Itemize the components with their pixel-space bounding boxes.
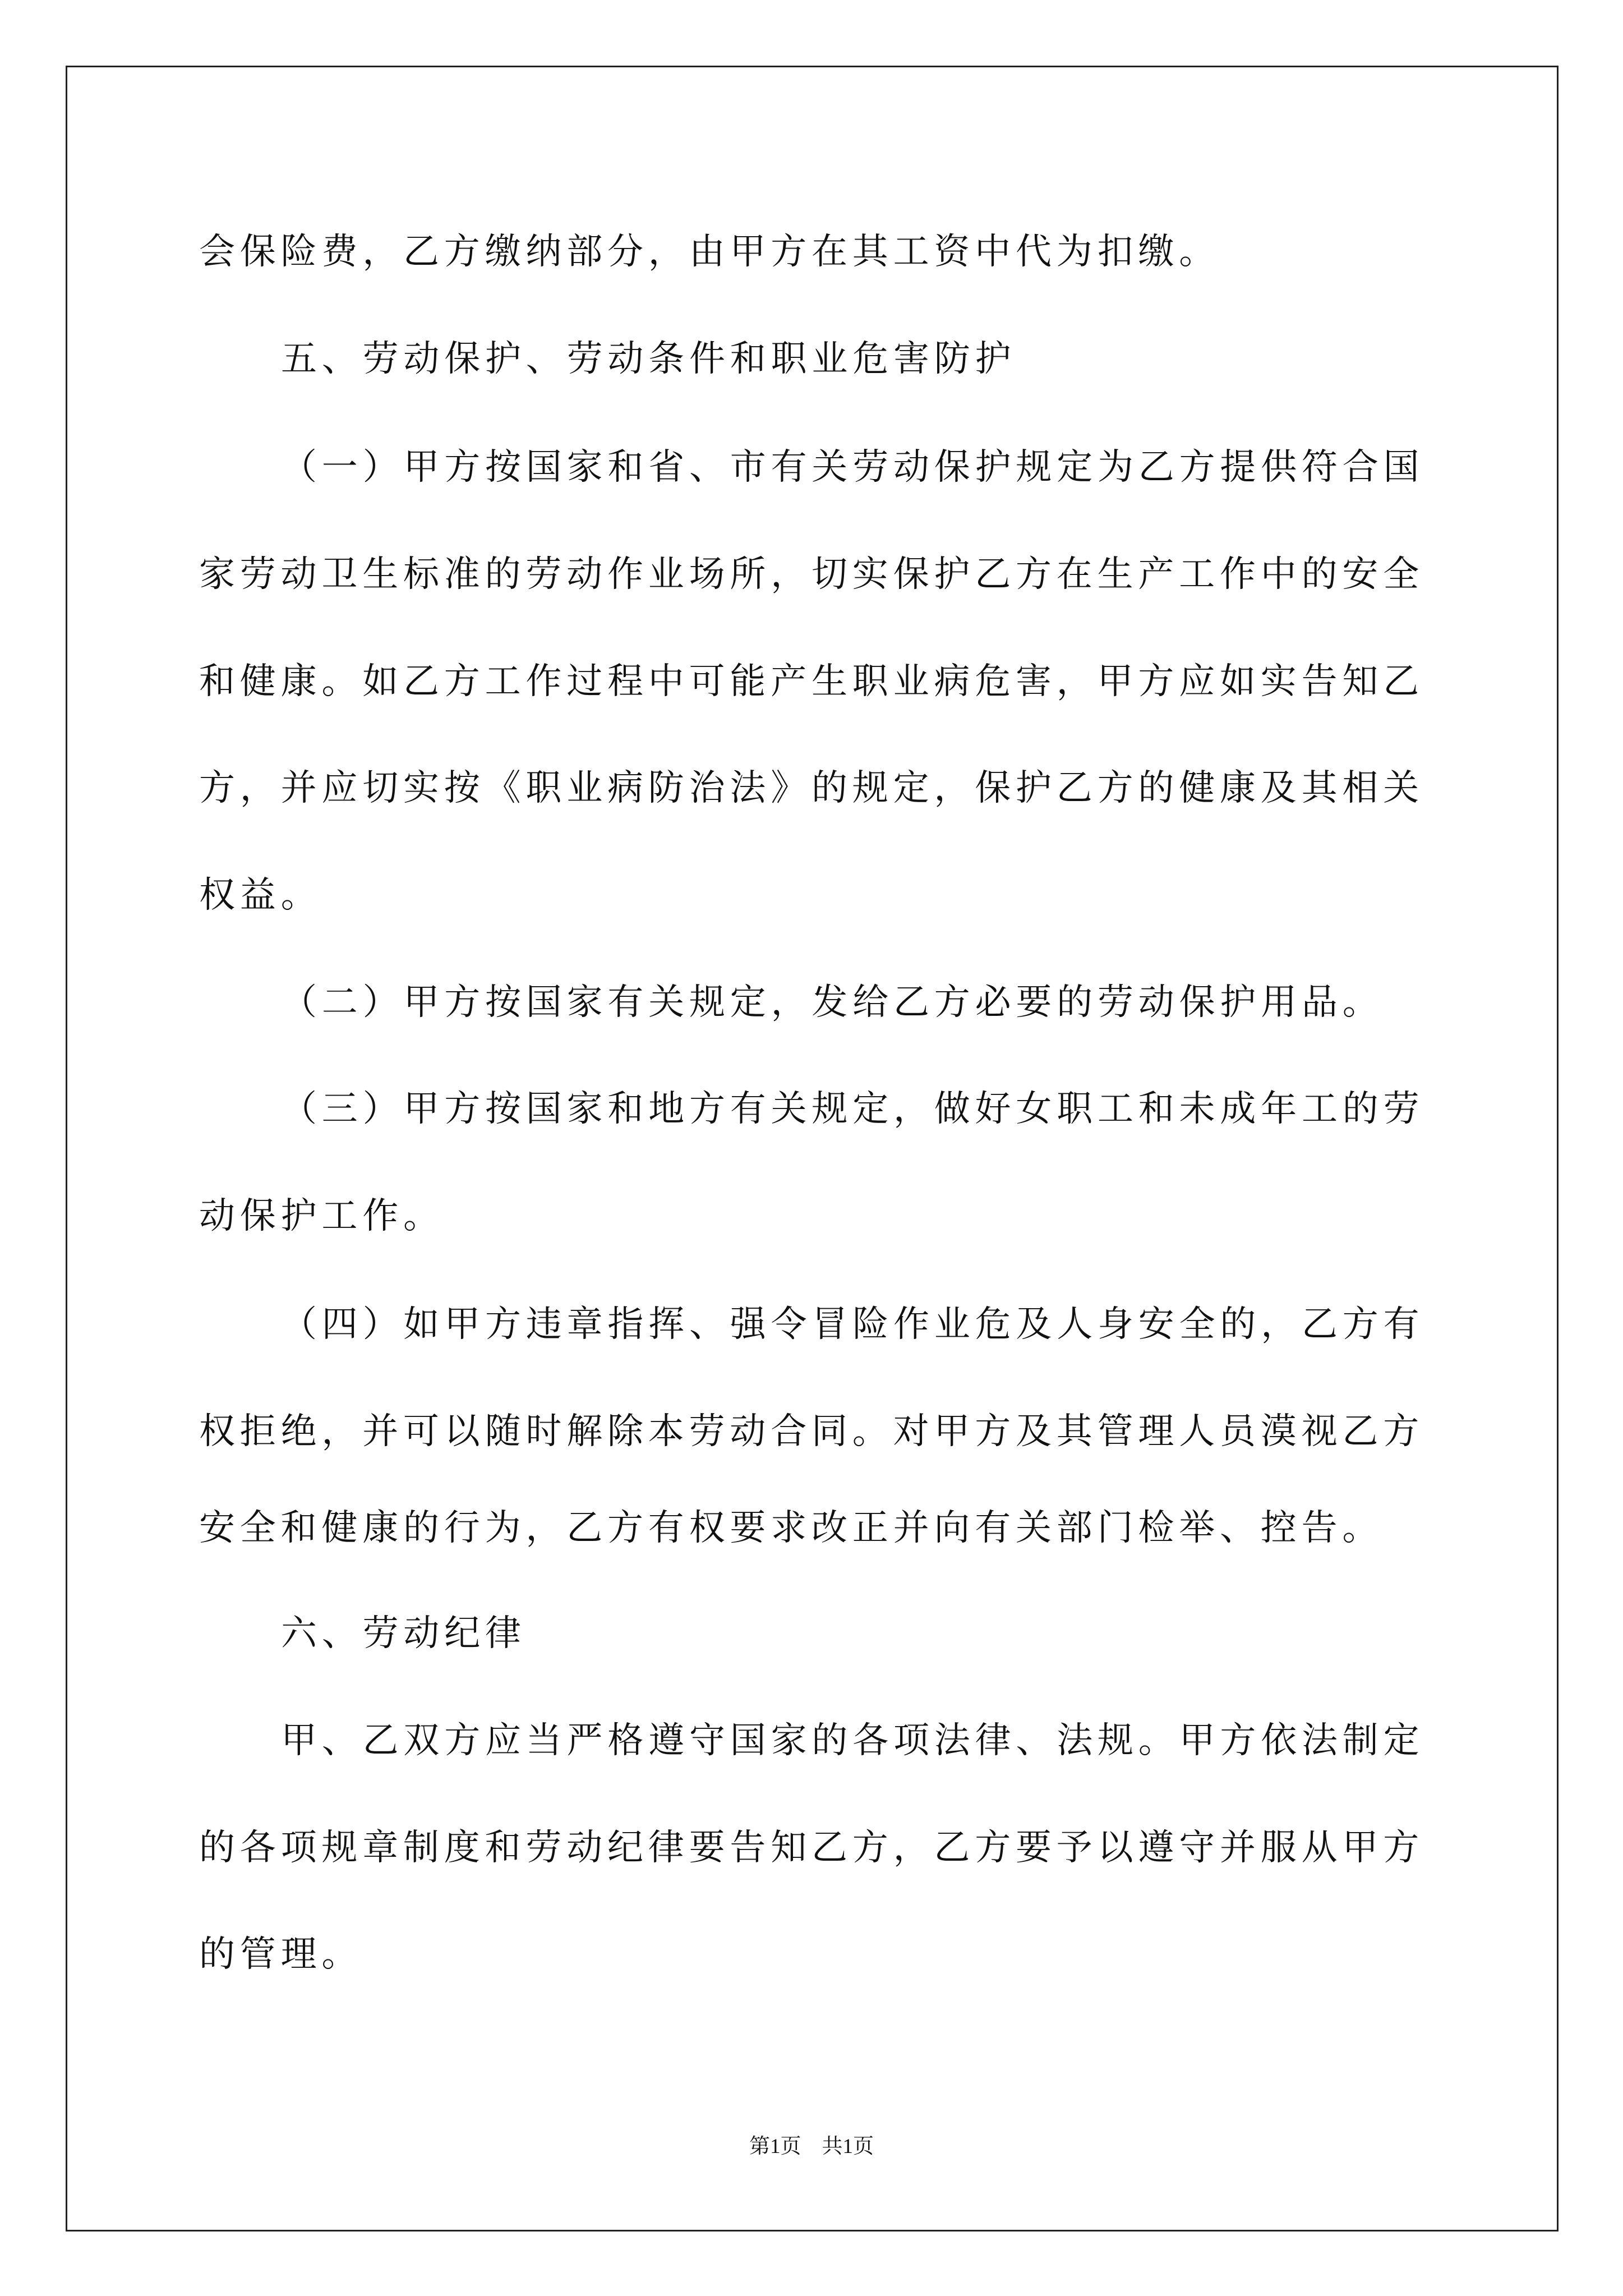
paragraph-line: 权益。 (199, 875, 322, 916)
paragraph-line: 的各项规章制度和劳动纪律要告知乙方，乙方要予以遵守并服从甲方 (199, 1827, 1424, 1869)
paragraph-line: 家劳动卫生标准的劳动作业场所，切实保护乙方在生产工作中的安全 (199, 554, 1424, 595)
paragraph-line: 权拒绝，并可以随时解除本劳动合同。对甲方及其管理人员漠视乙方 (199, 1411, 1424, 1452)
paragraph-line: 和健康。如乙方工作过程中可能产生职业病危害，甲方应如实告知乙 (199, 661, 1424, 702)
paragraph-line: 动保护工作。 (199, 1195, 444, 1237)
paragraph-line: 方，并应切实按《职业病防治法》的规定，保护乙方的健康及其相关 (199, 767, 1424, 809)
paragraph-line: （二）甲方按国家有关规定，发给乙方必要的劳动保护用品。 (281, 982, 1384, 1023)
paragraph-line: （四）如甲方违章指挥、强令冒险作业危及人身安全的，乙方有 (281, 1304, 1424, 1345)
paragraph-line: 的管理。 (199, 1934, 363, 1975)
page-number-footer: 第1页 共1页 (749, 2135, 874, 2158)
paragraph-line: 会保险费，乙方缴纳部分，由甲方在其工资中代为扣缴。 (199, 231, 1220, 273)
section-heading-text: 六、劳动纪律 (281, 1613, 526, 1654)
section-heading-text: 五、劳动保护、劳动条件和职业危害防护 (281, 338, 1016, 380)
paragraph-line: 甲、乙双方应当严格遵守国家的各项法律、法规。甲方依法制定 (281, 1720, 1424, 1761)
paragraph-line: （三）甲方按国家和地方有关规定，做好女职工和未成年工的劳 (281, 1088, 1424, 1130)
paragraph-line: （一）甲方按国家和省、市有关劳动保护规定为乙方提供符合国 (281, 447, 1424, 488)
page-border (66, 66, 1559, 2231)
paragraph-line: 安全和健康的行为，乙方有权要求改正并向有关部门检举、控告。 (199, 1507, 1384, 1549)
